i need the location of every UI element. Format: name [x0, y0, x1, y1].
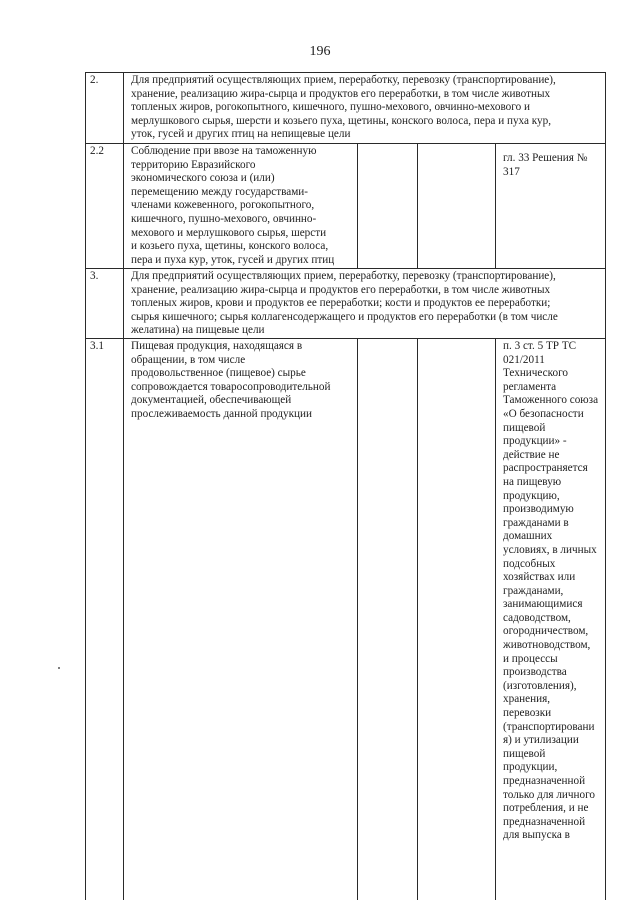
col-divider-mid-row-3-1: [417, 338, 418, 900]
page-number: 196: [309, 44, 331, 59]
row-number: 2.2: [90, 145, 104, 157]
col-divider-requirement-row-2-2: [357, 143, 358, 268]
requirement-text: Соблюдение при ввозе на таможенную территорию Евразийского экономического союза и (или) перемещению между государствами- членами кожевенного, рогокопытного, кишечного, пушно-мехового, овчинно- мехового и мерлушкового сырья, шерсти и козьего пуха, щетины, конского волоса, пера и пуха кур, уток, гусей и других птиц: [131, 145, 335, 266]
row-divider-2: [85, 268, 606, 269]
row-divider-3: [85, 338, 606, 339]
col-divider-requirement-row-3-1: [357, 338, 358, 900]
requirements-table: [85, 72, 606, 900]
table-border-left: [85, 72, 86, 900]
legal-reference: гл. 33 Решения № 317: [503, 152, 588, 178]
section-heading: Для предприятий осуществляющих прием, переработку, перевозку (транспортирование), хранение, реализацию жира-сырца и продуктов его переработки, в том числе животных топленых жиров, рогокопытного, кишечного, пушно-мехового, овчинно-мехового и мерлушкового сырья, шерсти и козьего пуха, щетины, конского волоса, пера и пуха кур, уток, гусей и других птиц на непищевые цели: [131, 74, 556, 141]
row-number: 3.: [90, 270, 99, 282]
col-divider-num: [123, 72, 124, 900]
table-border-top: [85, 72, 606, 73]
col-divider-ref-row-3-1: [495, 338, 496, 900]
requirement-text: Пищевая продукция, находящаяся в обращении, в том числе продовольственное (пищевое) сырье сопровождается товаросопроводительной документацией, обеспечивающей прослеживаемость данной продукции: [131, 340, 331, 420]
col-divider-ref-row-2-2: [495, 143, 496, 268]
scan-speck: [58, 667, 60, 669]
col-divider-mid-row-2-2: [417, 143, 418, 268]
row-number: 3.1: [90, 340, 104, 352]
row-divider-1: [85, 143, 606, 144]
legal-reference: п. 3 ст. 5 ТР ТС 021/2011 Технического регламента Таможенного союза «О безопасности пищевой продукции» - действие не распространяется на пищевую продукцию, производимую гражданами в домашних условиях, в личных подсобных хозяйствах или гражданами, занимающимися садоводством, огородничеством, животноводством, и процессы производства (изготовления), хранения, перевозки (транспортировани я) и утилизации пищевой продукции, предназначенной только для личного потребления, и не предназначенной для выпуска в: [503, 340, 599, 842]
section-heading: Для предприятий осуществляющих прием, переработку, перевозку (транспортирование), хранение, реализацию жира-сырца и продуктов его переработки, в том числе животных топленых жиров, крови и продуктов ее переработки; кости и продуктов ее переработки; сырья кишечного; сырья коллагенсодержащего и продуктов его переработки (в том числе желатина) на пищевые цели: [131, 270, 558, 337]
table-border-right: [605, 72, 606, 900]
row-number: 2.: [90, 74, 99, 86]
